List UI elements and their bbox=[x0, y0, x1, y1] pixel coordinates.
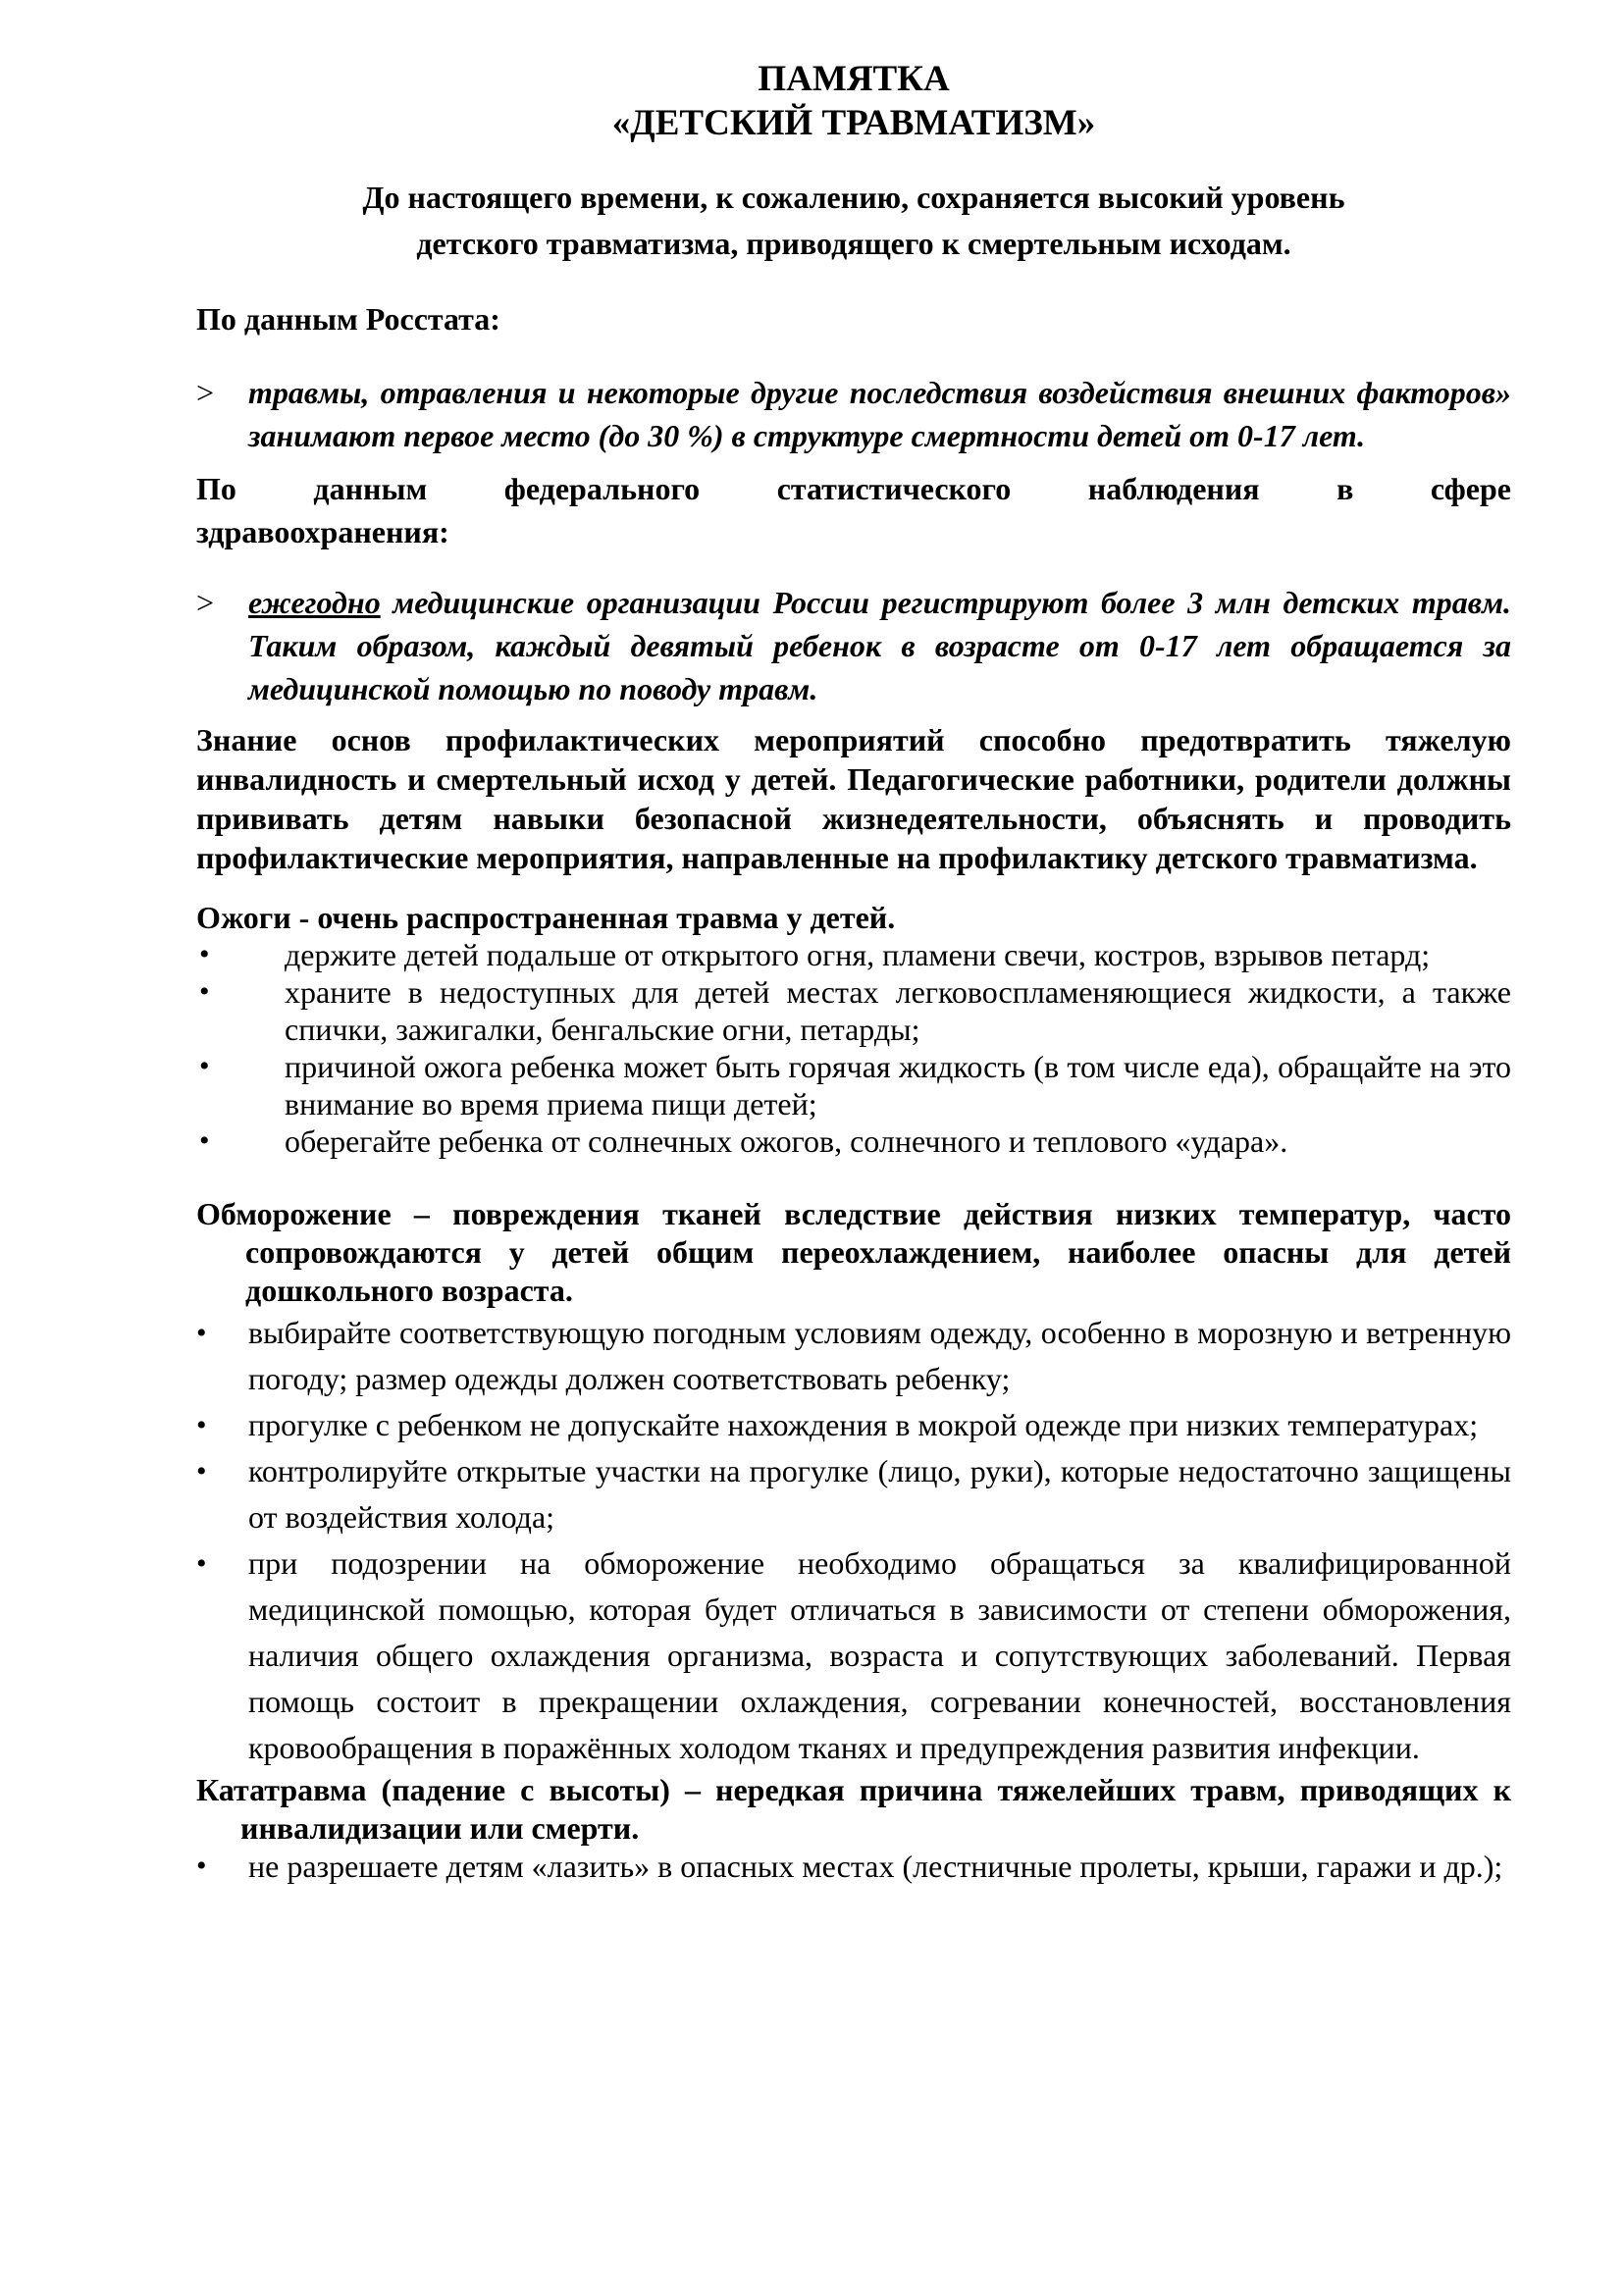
federal-heading bbox=[196, 467, 1511, 553]
federal-heading-line-2: здравоохранения: bbox=[196, 514, 449, 549]
federal-item-underlined-word: ежегодно bbox=[248, 585, 381, 620]
bullet-marker-icon: • bbox=[196, 1547, 207, 1580]
section-heading-burns: Ожоги - очень распространенная травма у детей. bbox=[196, 900, 896, 935]
list-item bbox=[196, 936, 1511, 973]
federal-list bbox=[196, 581, 1511, 710]
intro-line-1: До настоящего времени, к сожалению, сохраняется высокий уровень bbox=[362, 180, 1345, 215]
section-heading-frostbite: Обморожение – повреждения тканей вследствие действия низких температур, часто сопровождаются у детей общим переохлаждением, наиболее опасны для детей дошкольного возраста. bbox=[196, 1196, 1511, 1308]
list-item-text: прогулке с ребенком не допускайте нахождения в мокрой одежде при низких температурах; bbox=[248, 1407, 1479, 1442]
list-item bbox=[196, 973, 1511, 1048]
list-item bbox=[196, 1540, 1511, 1771]
rosstat-heading: По данным Росстата: bbox=[196, 301, 500, 337]
federal-item-text: медицинские организации России регистрируют более 3 млн детских травм. Таким образом, каждый девятый ребенок в возрасте от 0-17 лет обращается за медицинской помощью по поводу травм. bbox=[248, 585, 1511, 706]
section-heading-falls: Кататравма (падение с высоты) – нередкая причина тяжелейших травм, приводящих к инвалидизации или смерти. bbox=[196, 1772, 1511, 1846]
bullet-marker-icon: • bbox=[196, 1850, 207, 1882]
list-item-text: при подозрении на обморожение необходимо обращаться за квалифицированной медицинской помощью, которая будет отличаться в зависимости от степени обморожения, наличия общего охлаждения организма, возраста и сопутствующих заболеваний. Первая помощь состоит в прекращении охлаждения, согревании конечностей, восстановления кровообращения в поражённых холодом тканях и предупреждения развития инфекции. bbox=[248, 1545, 1511, 1765]
doc-title-line-1: ПАМЯТКА bbox=[758, 59, 950, 99]
list-item-text: выбирайте соответствующую погодным условиям одежду, особенно в морозную и ветренную погоду; размер одежды должен соответствовать ребенку; bbox=[248, 1315, 1511, 1396]
list-item-text: не разрешаете детям «лазить» в опасных местах (лестничные пролеты, крыши, гаражи и др.); bbox=[248, 1849, 1503, 1884]
list-item bbox=[196, 1448, 1511, 1540]
federal-list-item bbox=[196, 581, 1511, 710]
list-item-text: причиной ожога ребенка может быть горячая жидкость (в том числе еда), обращайте на это внимание во время приема пищи детей; bbox=[285, 1049, 1511, 1121]
bullet-marker-icon: • bbox=[199, 938, 210, 970]
list-item-text: контролируйте открытые участки на прогулке (лицо, руки), которые недостаточно защищены от воздействия холода; bbox=[248, 1453, 1511, 1535]
bullet-marker-icon: • bbox=[196, 1409, 207, 1441]
list-item bbox=[196, 1048, 1511, 1122]
bullet-marker-icon: • bbox=[196, 1317, 207, 1349]
rosstat-list-item bbox=[196, 371, 1511, 457]
list-item-text: держите детей подальше от открытого огня, пламени свечи, костров, взрывов петард; bbox=[285, 937, 1431, 972]
frostbite-bullet-list bbox=[196, 1310, 1511, 1771]
doc-title bbox=[196, 57, 1511, 145]
falls-bullet-list bbox=[196, 1848, 1511, 1885]
list-item bbox=[196, 1402, 1511, 1448]
bullet-marker-icon: • bbox=[199, 1050, 210, 1082]
burns-bullet-list bbox=[196, 936, 1511, 1160]
intro-paragraph bbox=[196, 175, 1511, 267]
bullet-marker-icon: • bbox=[199, 975, 210, 1008]
list-item bbox=[196, 1310, 1511, 1402]
arrow-marker-icon: > bbox=[196, 375, 215, 410]
bullet-marker-icon: • bbox=[199, 1124, 210, 1157]
intro-line-2: детского травматизма, приводящего к смертельным исходам. bbox=[416, 226, 1291, 261]
rosstat-list bbox=[196, 371, 1511, 457]
federal-heading-line-1: По данным федерального статистического наблюдения в сфере bbox=[196, 471, 1511, 506]
list-item-text: оберегайте ребенка от солнечных ожогов, солнечного и теплового «удара». bbox=[285, 1123, 1288, 1159]
doc-title-line-2: «ДЕТСКИЙ ТРАВМАТИЗМ» bbox=[611, 103, 1096, 143]
knowledge-paragraph: Знание основ профилактических мероприятий способно предотвратить тяжелую инвалидность и смертельный исход у детей. Педагогические работники, родители должны прививать детям навыки безопасной жизнедеятельности, объяснять и проводить профилактические мероприятия, направленные на профилактику детского травматизма. bbox=[196, 722, 1511, 875]
bullet-marker-icon: • bbox=[196, 1455, 207, 1487]
rosstat-item-text: травмы, отравления и некоторые другие последствия воздействия внешних факторов» занимают первое место (до 30 %) в структуре смертности детей от 0-17 лет. bbox=[248, 375, 1511, 453]
arrow-marker-icon: > bbox=[196, 585, 215, 620]
list-item-text: храните в недоступных для детей местах легковоспламеняющиеся жидкости, а также спички, зажигалки, бенгальские огни, петарды; bbox=[285, 974, 1511, 1047]
list-item bbox=[196, 1122, 1511, 1160]
list-item bbox=[196, 1848, 1511, 1885]
